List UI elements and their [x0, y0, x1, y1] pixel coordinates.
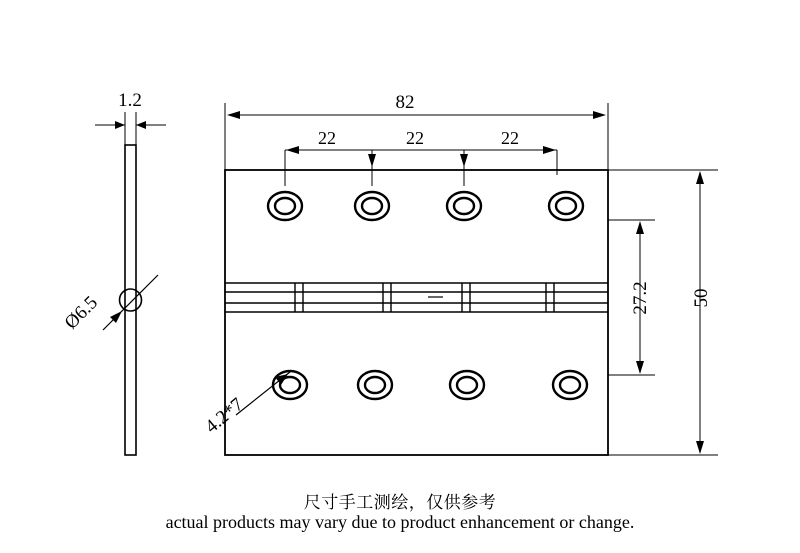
hole-spacing-text-3: 22	[501, 128, 519, 148]
screw-hole-top-2	[355, 192, 389, 220]
thickness-arrow-left	[115, 121, 125, 129]
screw-hole-top-1	[268, 192, 302, 220]
spacing-arrow-mid-1	[368, 154, 376, 167]
screw-hole-bottom-1	[273, 371, 307, 399]
side-view-group	[95, 112, 166, 455]
drawing-note-cn: 尺寸手工测绘，仅供参考	[303, 493, 497, 512]
inner-height-arrow-top	[636, 221, 644, 234]
spacing-arrow-left	[286, 146, 299, 154]
screw-hole-top-4	[549, 192, 583, 220]
inner-height-text: 27.2	[630, 281, 651, 315]
hole-spacing-text-1: 22	[318, 128, 336, 148]
screw-hole-bottom-3	[450, 371, 484, 399]
screw-hole-bottom-4	[553, 371, 587, 399]
width-arrow-left	[227, 111, 240, 119]
overall-width-text: 82	[395, 92, 415, 113]
drawing-note-en: actual products may vary due to product enhancement or change.	[165, 512, 635, 532]
thickness-dim-text: 1.2	[118, 90, 142, 111]
spacing-arrow-right	[543, 146, 556, 154]
hole-spacing-dimensions	[285, 146, 557, 186]
overall-height-arrow-bottom	[696, 441, 704, 454]
overall-height-dimension	[608, 170, 718, 455]
hole-spacing-text-2: 22	[406, 128, 424, 148]
screw-hole-bottom-2	[358, 371, 392, 399]
diameter-leader-line	[103, 275, 158, 330]
thickness-arrow-right	[136, 121, 146, 129]
hole-spec-text: 4.2*7	[201, 394, 248, 438]
overall-height-text: 50	[691, 288, 712, 308]
diameter-leader-group	[103, 275, 158, 330]
inner-height-arrow-bottom	[636, 361, 644, 374]
overall-height-arrow-top	[696, 171, 704, 184]
screw-hole-top-3	[447, 192, 481, 220]
knuckle-diameter-text: Ø6.5	[60, 292, 103, 334]
side-view-plate	[125, 145, 136, 455]
spacing-arrow-mid-2	[460, 154, 468, 167]
width-arrow-right	[593, 111, 606, 119]
front-view-group	[225, 170, 608, 455]
side-view-knuckle-circle	[120, 289, 142, 311]
